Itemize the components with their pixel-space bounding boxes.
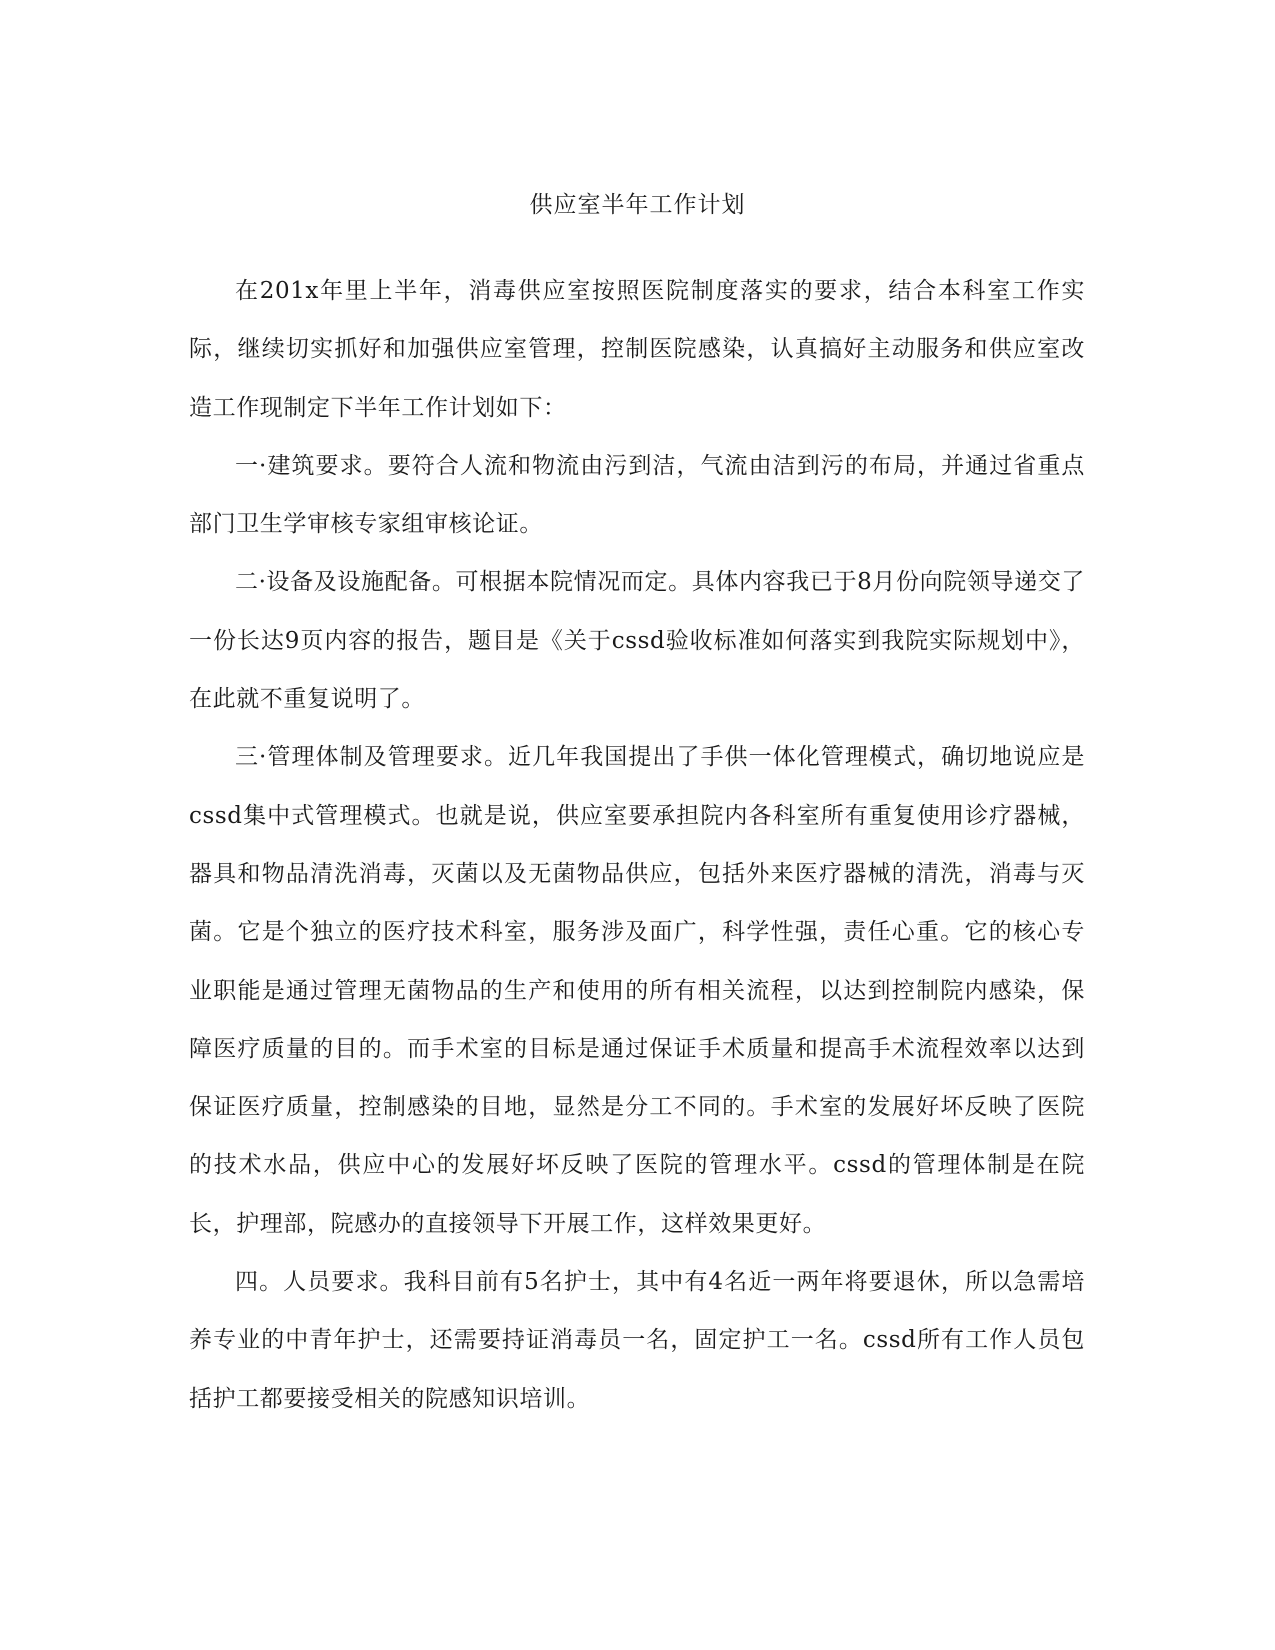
paragraph-management: 三·管理体制及管理要求。近几年我国提出了手供一体化管理模式，确切地说应是cssd集中式管理模式。也就是说，供应室要承担院内各科室所有重复使用诊疗器械，器具和物品清洗消毒，灭菌以及无菌物品供应，包括外来医疗器械的清洗，消毒与灭菌。它是个独立的医疗技术科室，服务涉及面广，科学性强，责任心重。它的核心专业职能是通过管理无菌物品的生产和使用的所有相关流程，以达到控制院内感染，保障医疗质量的目的。而手术室的目标是通过保证手术质量和提高手术流程效率以达到保证医疗质量，控制感染的目地，显然是分工不同的。手术室的发展好坏反映了医院的技术水品，供应中心的发展好坏反映了医院的管理水平。cssd的管理体制是在院长，护理部，院感办的直接领导下开展工作，这样效果更好。 bbox=[189, 744, 1085, 1237]
paragraph-intro: 在201x年里上半年，消毒供应室按照医院制度落实的要求，结合本科室工作实际，继续切实抓好和加强供应室管理，控制医院感染，认真搞好主动服务和供应室改造工作现制定下半年工作计划如下： bbox=[189, 278, 1085, 421]
paragraph-equipment: 二·设备及设施配备。可根据本院情况而定。具体内容我已于8月份向院领导递交了一份长达9页内容的报告，题目是《关于cssd验收标准如何落实到我院实际规划中》，在此就不重复说明了。 bbox=[189, 569, 1085, 713]
document-title: 供应室半年工作计划 bbox=[529, 192, 746, 218]
paragraph-staffing: 四。人员要求。我科目前有5名护士，其中有4名近一两年将要退休，所以急需培养专业的中青年护士，还需要持证消毒员一名，固定护工一名。cssd所有工作人员包括护工都要接受相关的院感知识培训。 bbox=[189, 1269, 1085, 1412]
document-body bbox=[189, 262, 1085, 1428]
paragraph-building-requirements: 一·建筑要求。要符合人流和物流由污到洁，气流由洁到污的布局，并通过省重点部门卫生学审核专家组审核论证。 bbox=[189, 452, 1085, 538]
